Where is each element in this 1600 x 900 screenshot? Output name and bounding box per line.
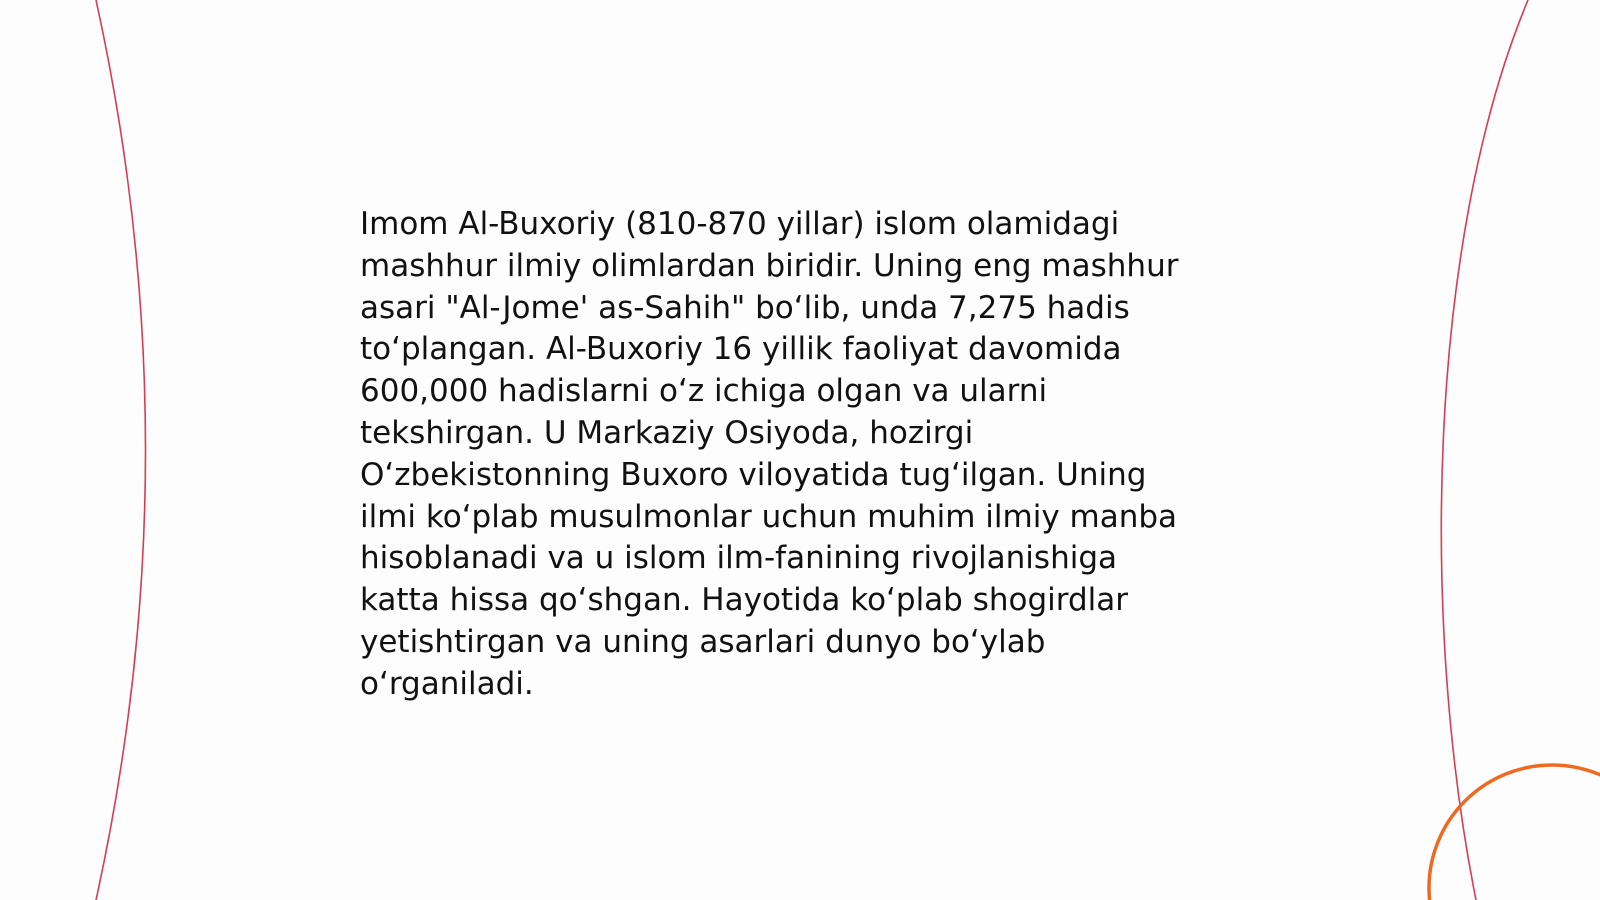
paragraph-line: o‘rganiladi. — [360, 665, 534, 702]
paragraph-line: asari "Al-Jome' as-Sahih" bo‘lib, unda 7,275 hadis — [360, 289, 1130, 326]
orange-circle-outline — [1429, 765, 1600, 900]
paragraph-line: Imom Al-Buxoriy (810-870 yillar) islom olamidagi — [360, 206, 1120, 242]
paragraph-line: hisoblanadi va u islom ilm-fanining rivojlanishiga — [360, 540, 1118, 577]
left-arc-line — [96, 0, 146, 900]
paragraph-line: 600,000 hadislarni o‘z ichiga olgan va ularni — [360, 373, 1048, 410]
paragraph-line: tekshirgan. U Markaziy Osiyoda, hozirgi — [360, 414, 974, 451]
paragraph-line: O‘zbekistonning Buxoro viloyatida tug‘ilgan. Uning — [360, 456, 1147, 493]
paragraph-line: katta hissa qo‘shgan. Hayotida ko‘plab shogirdlar — [360, 582, 1128, 619]
paragraph-line: ilmi ko‘plab musulmonlar uchun muhim ilmiy manba — [360, 498, 1178, 535]
main-paragraph — [360, 204, 1240, 706]
paragraph-line: to‘plangan. Al-Buxoriy 16 yillik faoliyat davomida — [360, 331, 1122, 368]
paragraph-line: yetishtirgan va uning asarlari dunyo bo‘ylab — [360, 623, 1046, 660]
right-arc-line — [1441, 0, 1528, 900]
paragraph-line: mashhur ilmiy olimlardan biridir. Uning eng mashhur — [360, 247, 1179, 284]
